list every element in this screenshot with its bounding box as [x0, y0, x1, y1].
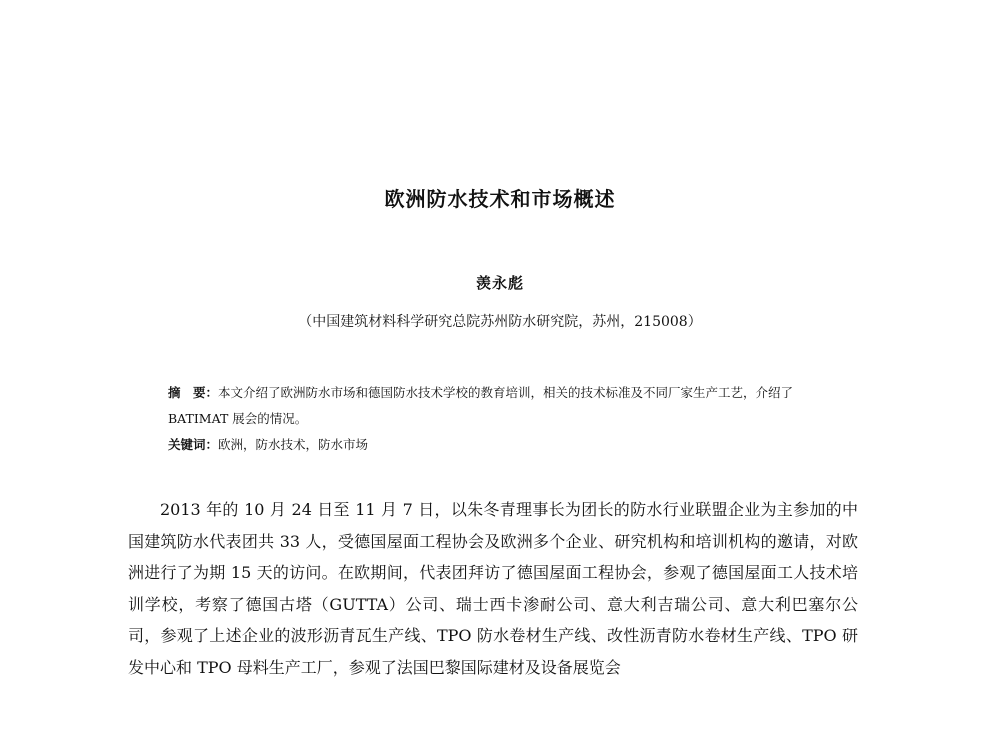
- abstract-paragraph: [168, 380, 828, 432]
- abstract-section: [168, 380, 828, 458]
- keywords-paragraph: [168, 432, 828, 458]
- author-affiliation: （中国建筑材料科学研究总院苏州防水研究院，苏州，215008）: [298, 314, 702, 330]
- abstract-text: 本文介绍了欧洲防水市场和德国防水技术学校的教育培训，相关的技术标准及不同厂家生产工艺，介绍了 BATIMAT 展会的情况。: [168, 385, 794, 426]
- body-paragraph-1: 2013 年的 10 月 24 日至 11 月 7 日，以朱冬青理事长为团长的防水行业联盟企业为主参加的中国建筑防水代表团共 33 人，受德国屋面工程协会及欧洲多个企业、研究机构和培训机构的邀请，对欧洲进行了为期 15 天的访问。在欧期间，代表团拜访了德国屋面工程协会，参观了德国屋面工人技术培训学校，考察了德国古塔（GUTTA）公司、瑞士西卡渗耐公司、意大利吉瑞公司、意大利巴塞尔公司，参观了上述企业的波形沥青瓦生产线、TPO 防水卷材生产线、改性沥青防水卷材生产线、TPO 研发中心和 TPO 母料生产工厂，参观了法国巴黎国际建材及设备展览会: [128, 500, 858, 677]
- body-text: [128, 494, 858, 683]
- keywords-label: 关键词：: [168, 437, 219, 452]
- author-name: 羡永彪: [475, 274, 524, 292]
- paper-title: 欧洲防水技术和市场概述: [384, 187, 616, 211]
- keywords-text: 欧洲，防水技术，防水市场: [218, 437, 369, 452]
- abstract-label: 摘 要：: [168, 385, 219, 400]
